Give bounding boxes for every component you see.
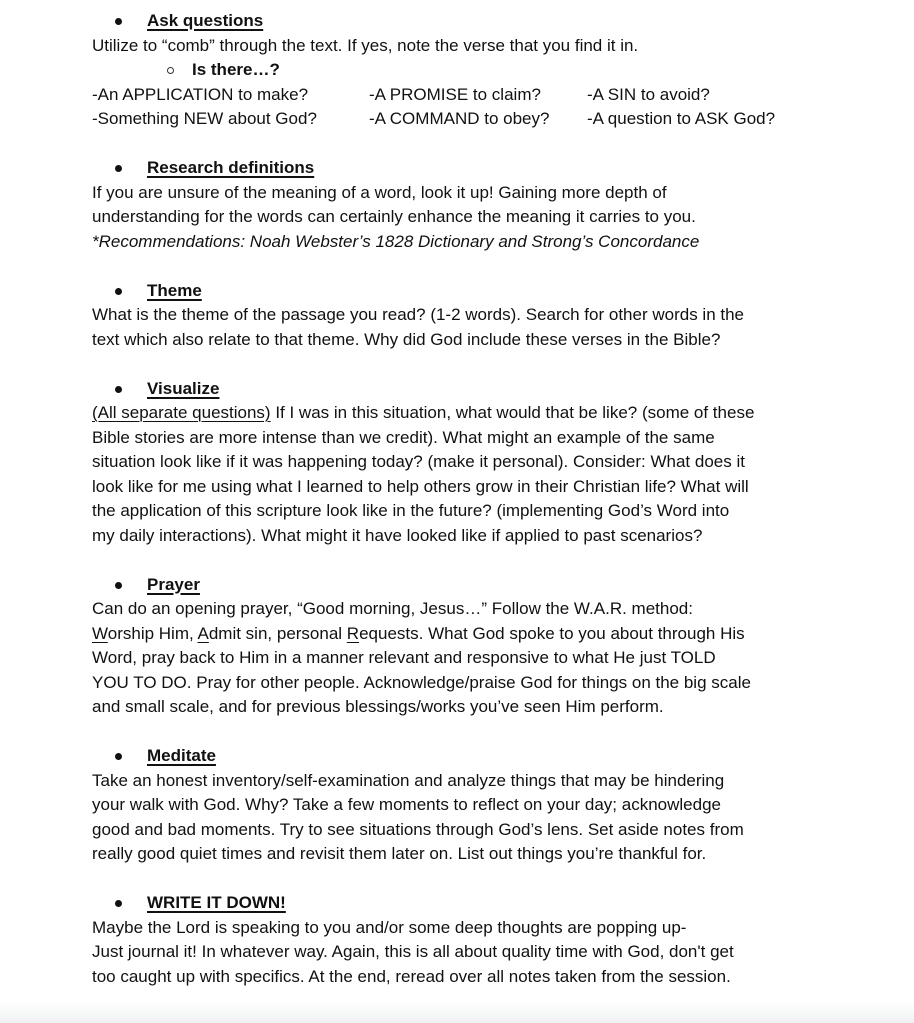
paragraph-line: Word, pray back to Him in a manner relevant and responsive to what He just TOLD	[92, 648, 716, 667]
section-spacer	[92, 132, 832, 157]
paragraph-line: What is the theme of the passage you read? (1-2 words). Search for other words in the	[92, 305, 745, 324]
paragraph-line: Maybe the Lord is speaking to you and/or some deep thoughts are popping up-	[92, 917, 687, 937]
section-meditate	[92, 744, 832, 867]
paragraph-line: Bible stories are more intense than we credit). What might an example of the same	[92, 427, 715, 447]
section-spacer	[92, 720, 832, 745]
paragraph-line: look like for me using what I learned to help others grow in their Christian life? What will	[92, 476, 749, 496]
paragraph-line: situation look like if it was happening today? (make it personal). Consider: What does it	[92, 452, 745, 471]
section-heading	[92, 573, 832, 598]
paragraph-line: If you are unsure of the meaning of a word, look it up! Gaining more depth of	[92, 182, 667, 202]
paragraph-line	[92, 401, 832, 426]
section-heading	[92, 744, 832, 769]
text-segment: If I was in this situation, what would that be like? (some of these	[270, 403, 755, 422]
underlined-initial: A	[197, 623, 209, 643]
section-heading-label: Prayer	[147, 574, 200, 594]
paragraph-line: good and bad moments. Try to see situations through God’s lens. Set aside notes from	[92, 819, 744, 839]
section-heading	[92, 9, 832, 34]
page-bottom-edge-shadow	[0, 1002, 914, 1023]
section-heading-label: Ask questions	[147, 11, 264, 30]
disc-bullet-icon	[115, 900, 122, 907]
paragraph-line: Can do an opening prayer, “Good morning, Jesus…” Follow the W.A.R. method:	[92, 599, 693, 618]
section-spacer	[92, 867, 832, 892]
recommendations-note: *Recommendations: Noah Webster’s 1828 Dictionary and Strong’s Concordance	[92, 231, 700, 251]
section-prayer	[92, 573, 832, 720]
section-theme	[92, 279, 832, 353]
section-spacer	[92, 254, 832, 279]
paragraph-line: too caught up with specifics. At the end, reread over all notes taken from the session.	[92, 966, 731, 986]
underlined-initial: W	[92, 623, 108, 643]
section-heading	[92, 891, 832, 916]
section-heading-label: Research definitions	[147, 158, 315, 177]
section-spacer	[92, 548, 832, 573]
paragraph-line: Utilize to “comb” through the text. If yes, note the verse that you find it in.	[92, 35, 639, 55]
paragraph-line: my daily interactions). What might it have looked like if applied to past scenarios?	[92, 525, 703, 545]
text-segment: orship Him,	[107, 623, 198, 643]
disc-bullet-icon	[115, 386, 122, 393]
underlined-text-segment: (All separate questions)	[92, 403, 271, 422]
question-cell: -A PROMISE to claim?	[369, 84, 541, 104]
paragraph-line: YOU TO DO. Pray for other people. Acknowledge/praise God for things on the big scale	[92, 672, 751, 692]
sub-heading-label: Is there…?	[192, 60, 280, 79]
disc-bullet-icon	[115, 582, 122, 589]
paragraph-line: understanding for the words can certainly enhance the meaning it carries to you.	[92, 207, 696, 226]
hollow-circle-bullet-icon	[167, 67, 174, 74]
paragraph-line: and small scale, and for previous blessings/works you’ve seen Him perform.	[92, 697, 664, 716]
text-segment: dmit sin, personal	[208, 623, 347, 643]
disc-bullet-icon	[115, 753, 122, 760]
question-cell: -A question to ASK God?	[587, 109, 776, 128]
text-segment: equests. What God spoke to you about through His	[359, 623, 745, 643]
sub-heading	[92, 58, 832, 83]
section-write-it-down	[92, 891, 832, 989]
disc-bullet-icon	[115, 165, 122, 172]
paragraph-line	[92, 622, 832, 647]
question-grid-row	[92, 107, 832, 132]
section-heading-label: WRITE IT DOWN!	[147, 893, 286, 912]
question-grid-row	[92, 83, 832, 108]
paragraph-line: text which also relate to that theme. Why did God include these verses in the Bible?	[92, 329, 721, 349]
paragraph-line: your walk with God. Why? Take a few moments to reflect on your day; acknowledge	[92, 795, 721, 814]
disc-bullet-icon	[115, 288, 122, 295]
paragraph-line: Take an honest inventory/self-examination and analyze things that may be hindering	[92, 770, 725, 790]
disc-bullet-icon	[115, 18, 122, 25]
paragraph-line: really good quiet times and revisit them later on. List out things you’re thankful for.	[92, 844, 707, 863]
section-heading	[92, 156, 832, 181]
question-cell: -A SIN to avoid?	[587, 84, 710, 104]
section-heading-label: Visualize	[147, 378, 220, 398]
section-heading-label: Theme	[147, 280, 202, 300]
section-heading	[92, 377, 832, 402]
question-cell: -An APPLICATION to make?	[92, 84, 309, 104]
question-cell: -A COMMAND to obey?	[369, 109, 550, 128]
section-ask-questions	[92, 9, 832, 132]
paragraph-line: Just journal it! In whatever way. Again, this is all about quality time with God, don't get	[92, 942, 734, 961]
section-research-definitions	[92, 156, 832, 254]
section-heading-label: Meditate	[147, 746, 216, 765]
section-heading	[92, 279, 832, 304]
question-cell: -Something NEW about God?	[92, 109, 317, 128]
section-visualize	[92, 377, 832, 549]
paragraph-line: the application of this scripture look like in the future? (implementing God’s Word into	[92, 501, 730, 520]
section-spacer	[92, 352, 832, 377]
underlined-initial: R	[346, 623, 360, 643]
